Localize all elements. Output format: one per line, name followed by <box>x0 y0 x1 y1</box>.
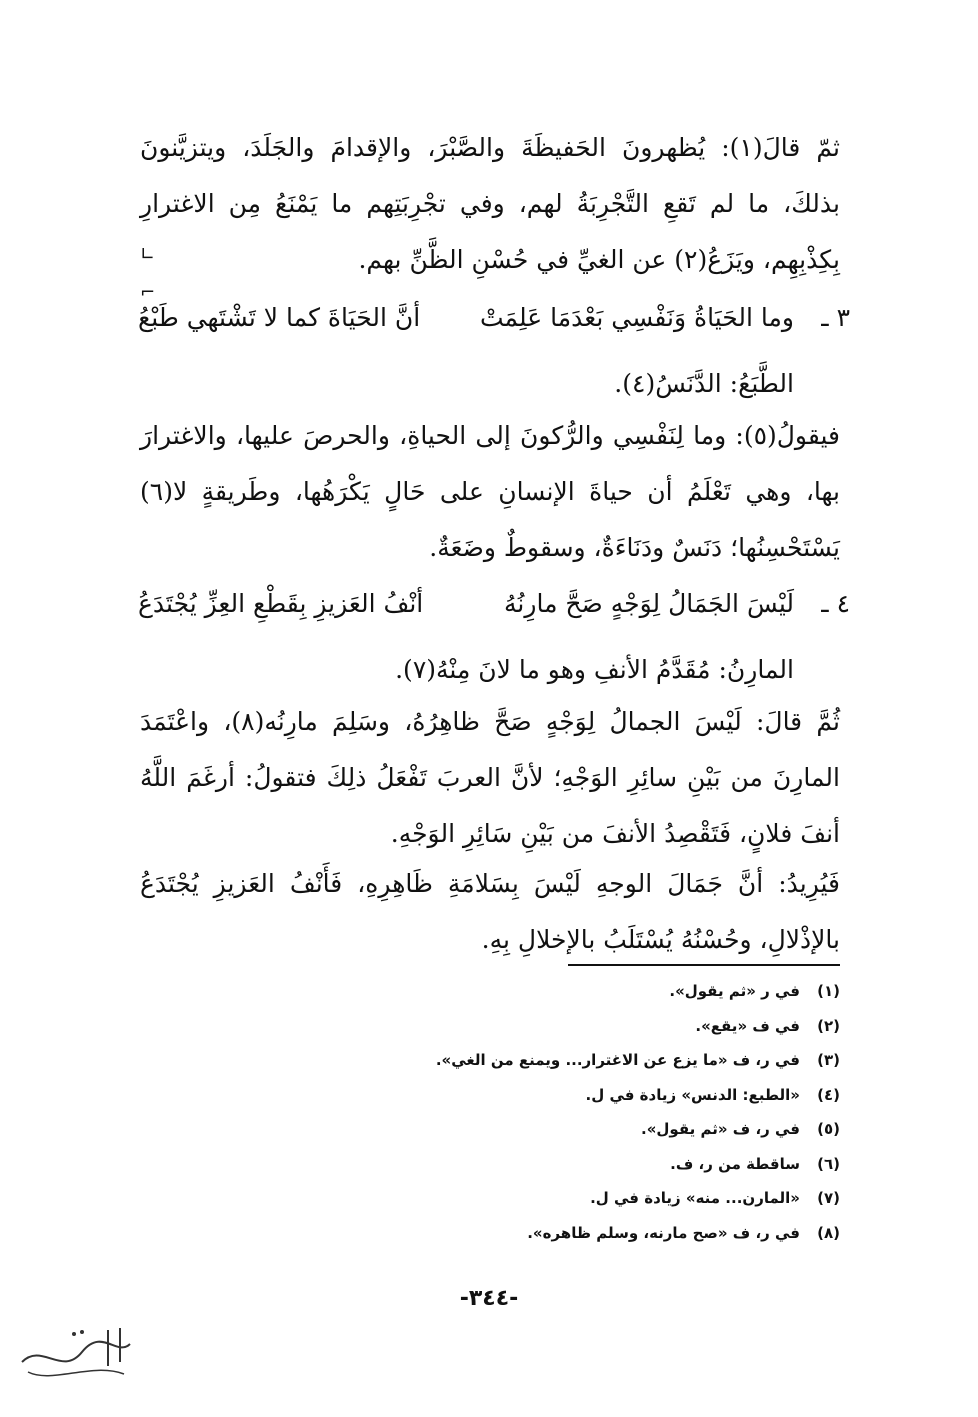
paragraph-commentary-4: فَيُرِيدُ: أنَّ جَمَالَ الوجهِ لَيْسَ بِسَلامَةِ ظَاهِرِهِ، فَأَنْفُ العَزيزِ يُجْتَدَعُ بالإذْلالِ، وحُسْنُهُ يُسْتَلَبُ بالإخلالِ بِهِ. <box>140 869 840 954</box>
stamp-calligraphy-icon <box>12 1322 136 1392</box>
verse-3-number: ٣ ـ <box>821 303 850 332</box>
footnote-8 <box>140 1216 840 1251</box>
footnote-text: في ر «ثم يقول». <box>669 982 800 1000</box>
footnote-separator <box>568 964 840 966</box>
footnotes <box>140 974 840 1250</box>
footnote-1 <box>140 974 840 1009</box>
verse-3-gloss: الطَّبَعُ: الدَّنَسُ(٤). <box>614 369 794 398</box>
main-text-middle <box>140 408 840 576</box>
footnote-3 <box>140 1043 840 1078</box>
verse-4-second-hemistich: أنْفُ العَزيزِ بِقَطْعِ العِزِّ يُجْتَدَعُ <box>138 589 424 618</box>
footnote-number: (٢) <box>817 1016 840 1035</box>
verse-3-first-hemistich: وما الحَيَاةُ وَنَفْسِي بَعْدَمَا عَلِمَتْ <box>480 303 794 332</box>
footnote-7 <box>140 1181 840 1216</box>
footnote-number: (٥) <box>817 1120 840 1138</box>
verse-4-line <box>138 576 850 632</box>
verse-3-line <box>138 290 850 346</box>
verse-4-gloss: المارِنُ: مُقَدَّمُ الأنفِ وهو ما لانَ مِنْهُ(٧). <box>395 655 794 684</box>
verse-4-number: ٤ ـ <box>821 589 850 618</box>
footnote-2 <box>140 1009 840 1044</box>
footnote-text: ساقطة من ر، ف. <box>670 1154 800 1173</box>
section-start-mark: ⌐ <box>140 282 156 303</box>
footnote-5 <box>140 1112 840 1147</box>
footnote-number: (٦) <box>817 1154 840 1173</box>
main-text-top <box>140 120 840 288</box>
verse-4-first-hemistich: لَيْسَ الجَمَالُ لِوَجْهٍ صَحَّ مارِنُهُ <box>504 589 794 618</box>
paragraph-commentary-1: ثمّ قالَ(١): يُظهرونَ الحَفيظَةَ والصَّبْرَ، والإقدامَ والجَلَدَ، ويتزيَّنونَ بذلكَ، ما لم تَقعِ التَّجْرِبَةُ لهم، وفي تجْرِبَتِهم ما يَمْنَعُ مِن الاغترارِ بِكِذْبِهِم، ويَزَعُ(٢) عن الغيِّ في حُسْنِ الظَّنِّ بهم. <box>140 133 840 274</box>
footnote-number: (١) <box>817 982 840 1000</box>
verse-3-second-hemistich: أنَّ الحَيَاةَ كما لا تَشْتَهي طَبْعُ <box>138 303 421 332</box>
main-text-bottom <box>140 856 840 968</box>
footnote-text: في ر، ف «ما يزع عن الاغترار... ويمنع من الغي». <box>435 1051 800 1069</box>
footnote-number: (٤) <box>817 1085 840 1104</box>
footnote-6 <box>140 1147 840 1182</box>
page-number: -٣٤٤- <box>459 1286 519 1311</box>
footnote-text: في ر، ف «ثم يقول». <box>641 1120 800 1138</box>
section-end-mark: ∟ <box>140 244 156 265</box>
verse-3 <box>138 290 850 412</box>
footnote-number: (٣) <box>817 1051 840 1069</box>
footnote-text: في ف «يقع». <box>695 1016 800 1035</box>
footnote-text: «المارن... منه» زيادة في ل. <box>590 1189 800 1207</box>
footnote-text: «الطبع: الدنس» زيادة في ل. <box>585 1085 800 1104</box>
library-stamp <box>8 1320 140 1406</box>
paragraph-commentary-2: فيقولُ(٥): وما لِنَفْسِي والرُّكونَ إلى الحياةِ، والحرصَ عليها، والاغترارَ بها، وهي تَعْلَمُ أن حياةَ الإنسانِ على حَالٍ يَكْرَهُها، وطَريقةٍ لا(٦) يَسْتَحْسِنُها؛ دَنَسٌ ودَنَاءَةٌ، وسقوطٌ وضَعَةٌ. <box>140 421 840 562</box>
footnote-number: (٧) <box>817 1189 840 1207</box>
footnote-4 <box>140 1078 840 1113</box>
footnote-number: (٨) <box>817 1223 840 1242</box>
main-text-lower <box>140 694 840 862</box>
paragraph-commentary-3: ثُمَّ قالَ: لَيْسَ الجمالُ لِوَجْهٍ صَحَّ ظاهِرُهُ، وسَلِمَ مارِنُه(٨)، واعْتَمَدَ المارِنَ من بَيْنِ سائِرِ الوَجْهِ؛ لأنَّ العربَ تَفْعَلُ ذلِكَ فتقولُ: أرغَمَ اللَّهُ أنفَ فلانٍ، فَتَقْصِدُ الأنفَ من بَيْنِ سَائِرِ الوَجْهِ. <box>140 707 841 848</box>
verse-4 <box>138 576 850 698</box>
footnote-text: في ر، ف «صح مارنه، وسلم ظاهره». <box>527 1223 800 1242</box>
